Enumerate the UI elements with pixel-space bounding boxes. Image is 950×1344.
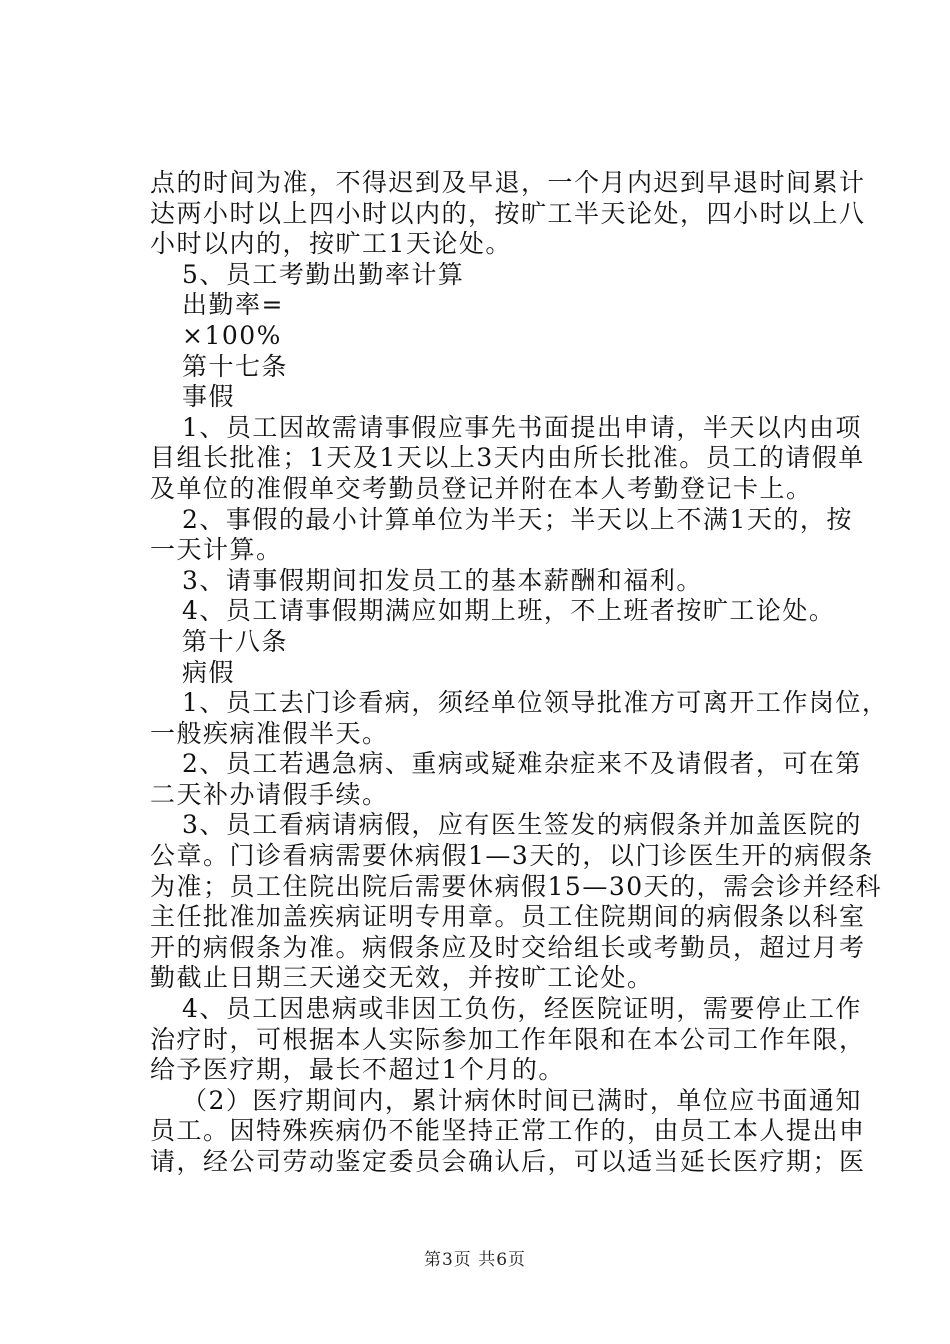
text-line: 开的病假条为准。病假条应及时交给组长或考勤员，超过月考 — [150, 932, 866, 962]
text-line: 给予医疗期，最长不超过1个月的。 — [150, 1055, 565, 1085]
text-line: 二天补办请假手续。 — [150, 779, 389, 809]
text-line: 5、员工考勤出勤率计算 — [182, 259, 465, 289]
text-line: 2、员工若遇急病、重病或疑难杂症来不及请假者，可在第 — [182, 749, 862, 779]
text-line: 第十八条 — [182, 626, 289, 656]
page-footer: 第3页 共6页 — [423, 1250, 527, 1270]
text-line: 4、员工因患病或非因工负伤，经医院证明，需要停止工作 — [182, 994, 862, 1024]
text-line: 勤截止日期三天递交无效，并按旷工论处。 — [150, 963, 654, 993]
text-line: 为准；员工住院出院后需要休病假15—30天的，需会诊并经科 — [150, 871, 883, 901]
text-line: 点的时间为准，不得迟到及早退，一个月内迟到早退时间累计 — [150, 168, 866, 197]
document-body — [150, 168, 889, 1178]
text-line: 病假 — [182, 657, 236, 687]
text-line: 达两小时以上四小时以内的，按旷工半天论处，四小时以上八 — [150, 198, 866, 228]
text-line: 第十七条 — [182, 351, 289, 381]
text-line: 2、事假的最小计算单位为半天；半天以上不满1天的，按 — [182, 504, 853, 534]
text-line: 1、员工因故需请事假应事先书面提出申请，半天以内由项 — [182, 412, 862, 442]
text-line: 请，经公司劳动鉴定委员会确认后，可以适当延长医疗期；医 — [150, 1147, 866, 1176]
text-line: 主任批准加盖疾病证明专用章。员工住院期间的病假条以科室 — [150, 902, 866, 932]
text-line: 员工。因特殊疾病仍不能坚持正常工作的，由员工本人提出申 — [150, 1116, 866, 1146]
text-line: ×100% — [182, 320, 282, 350]
text-line: 一般疾病准假半天。 — [150, 718, 389, 748]
text-line: 3、员工看病请病假，应有医生签发的病假条并加盖医院的 — [182, 810, 862, 840]
text-line: 一天计算。 — [150, 535, 283, 565]
text-line: （2）医疗期间内，累计病休时间已满时，单位应书面通知 — [182, 1085, 862, 1115]
text-line: 及单位的准假单交考勤员登记并附在本人考勤登记卡上。 — [150, 473, 813, 503]
text-line: 4、员工请事假期满应如期上班，不上班者按旷工论处。 — [182, 596, 836, 626]
text-line: 目组长批准；1天及1天以上3天内由所长批准。员工的请假单 — [150, 443, 865, 473]
text-line: 小时以内的，按旷工1天论处。 — [150, 229, 512, 259]
text-line: 公章。门诊看病需要休病假1—3天的，以门诊医生开的病假条 — [150, 841, 874, 871]
text-line: 出勤率= — [182, 290, 284, 320]
text-line: 事假 — [182, 382, 236, 412]
text-line: 3、请事假期间扣发员工的基本薪酬和福利。 — [182, 565, 703, 595]
text-line: 治疗时，可根据本人实际参加工作年限和在本公司工作年限， — [150, 1024, 866, 1054]
text-line: 1、员工去门诊看病，须经单位领导批准方可离开工作岗位， — [182, 688, 889, 718]
